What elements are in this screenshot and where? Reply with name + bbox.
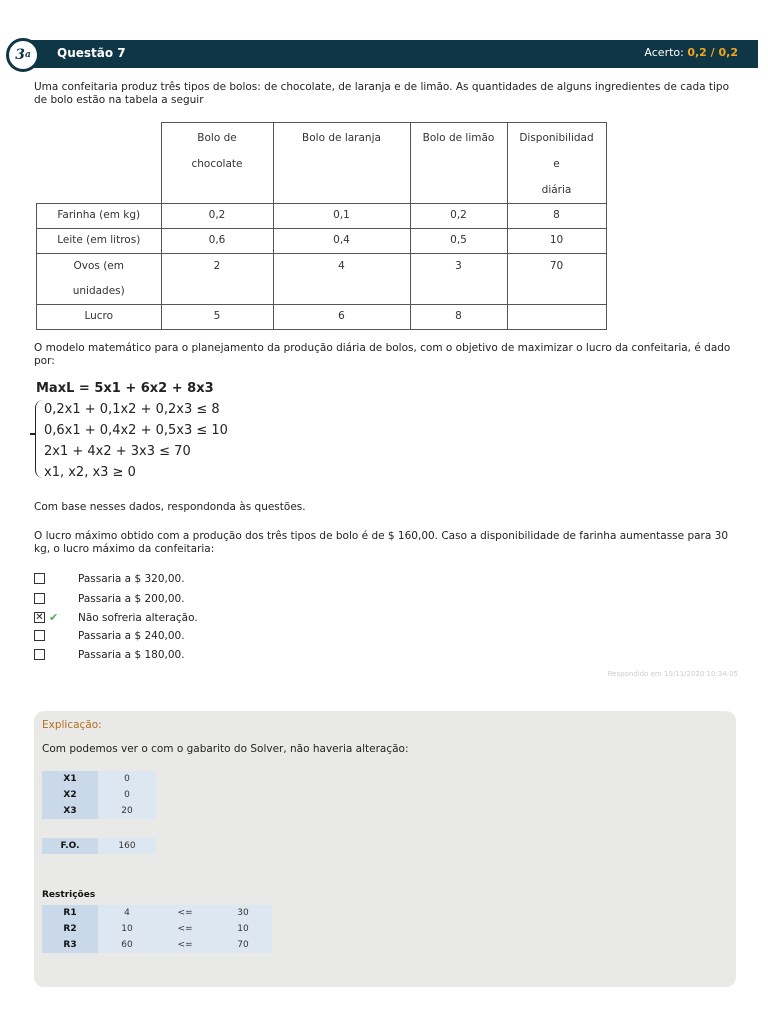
question-intro: Uma confeitaria produz três tipos de bolos: de chocolate, de laranja e de limão. As quantidades de alguns ingredientes de cada tipo de bolo estão na tabela a seguir [34, 81, 730, 106]
constraint-2: 0,6x1 + 0,4x2 + 0,5x3 ≤ 10 [44, 423, 228, 438]
constraint-nonneg: x1, x2, x3 ≥ 0 [44, 465, 136, 480]
question-text: O lucro máximo obtido com a produção dos três tipos de bolo é de $ 160,00. Caso a disponibilidade de farinha aumentasse para 30 kg, o lucro máximo da confeitaria: [34, 530, 728, 555]
solver-variables-table [42, 771, 156, 819]
table-row: R2 10 <= 10 [42, 921, 272, 937]
explanation-text: Com podemos ver o com o gabarito do Solver, não haveria alteração: [42, 743, 409, 755]
table-row: X2 0 [42, 787, 156, 803]
question-title: Questão 7 [57, 46, 126, 60]
table-header-cell: Bolo de limão [410, 123, 507, 204]
correct-check-icon: ✔ [49, 611, 59, 624]
table-row: R1 4 <= 30 [42, 905, 272, 921]
option-checkbox[interactable] [34, 649, 45, 660]
table-row: F.O. 160 [42, 838, 156, 854]
ingredients-table [36, 122, 607, 330]
table-row: Ovos (em unidades) 2 4 3 70 [37, 254, 607, 305]
option-checkbox-checked[interactable]: ✕ [35, 612, 44, 623]
table-header-cell: Bolo de laranja [273, 123, 410, 204]
table-row: Lucro 5 6 8 [37, 305, 607, 330]
constraint-brace [35, 400, 44, 478]
option-checkbox[interactable] [34, 593, 45, 604]
objective-function: MaxL = 5x1 + 6x2 + 8x3 [36, 381, 214, 396]
table-row: Leite (em litros) 0,6 0,4 0,5 10 [37, 229, 607, 254]
table-row: X1 0 [42, 771, 156, 787]
solver-restrictions-table [42, 905, 272, 953]
model-intro: O modelo matemático para o planejamento da produção diária de bolos, com o objetivo de maximizar o lucro da confeitaria, é dado por: [34, 342, 731, 367]
question-score: Acerto: 0,2 / 0,2 [644, 46, 738, 59]
constraint-brace-tip [30, 433, 36, 435]
solver-objective-table [42, 838, 156, 854]
math-model [36, 378, 228, 483]
table-header-cell: Disponibilidad e diária [507, 123, 606, 204]
table-row: R3 60 <= 70 [42, 937, 272, 953]
explanation-title: Explicação: [42, 719, 102, 731]
table-row: Farinha (em kg) 0,2 0,1 0,2 8 [37, 204, 607, 229]
option-checkbox[interactable] [34, 630, 45, 641]
option-checkbox[interactable] [34, 573, 45, 584]
restrictions-title: Restrições [42, 890, 96, 900]
based-text: Com base nesses dados, respondonda às questões. [34, 501, 306, 513]
table-header-cell: Bolo de chocolate [161, 123, 273, 204]
constraint-3: 2x1 + 4x2 + 3x3 ≤ 70 [44, 444, 191, 459]
question-number-badge: 3 a [6, 38, 40, 72]
answered-timestamp: Respondido em 10/11/2020 10:34:05 [607, 670, 738, 678]
constraint-1: 0,2x1 + 0,1x2 + 0,2x3 ≤ 8 [44, 402, 220, 417]
table-row: X3 20 [42, 803, 156, 819]
